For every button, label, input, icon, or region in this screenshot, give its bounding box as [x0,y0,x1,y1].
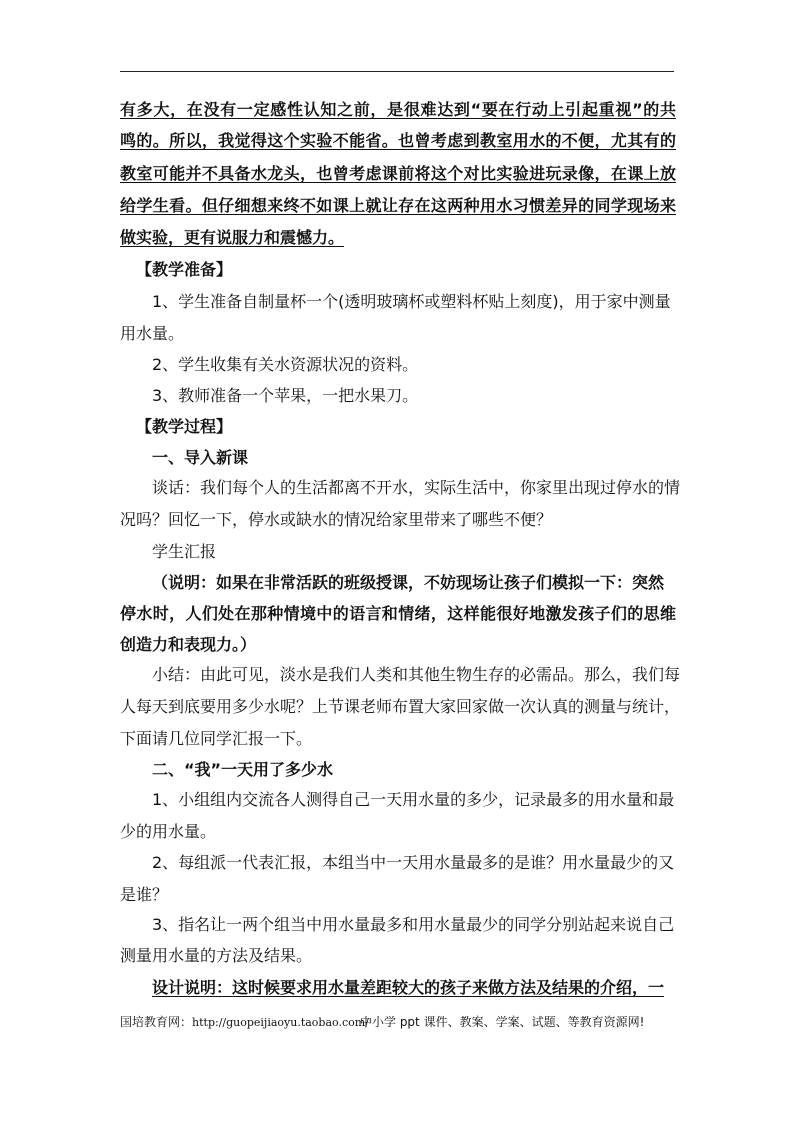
step-1-line-2: 少的用水量。 [120,822,217,841]
intro-line-5: 做实验，更有说服力和震憾力。 [120,228,345,247]
step-1-line-1: 1、小组组内交流各人测得自己一天用水量的多少，记录最多的用水量和最 [152,790,675,809]
process-heading: 【教学过程】 [136,417,233,436]
step-3-line-2: 测量用水量的方法及结果。 [120,946,313,965]
design-note: 设计说明：这时候要求用水量差距较大的孩子来做方法及结果的介绍，一 [152,978,665,997]
summary-line-2: 人每天到底要用多少水呢？上节课老师布置大家回家做一次认真的测量与统计， [120,697,681,716]
prep-item-1-line-2: 用水量。 [120,324,185,343]
talk-line-2: 况吗？回忆一下，停水或缺水的情况给家里带来了哪些不便？ [120,510,553,529]
intro-line-2: 鸣的。所以，我觉得这个实验不能省。也曾考虑到教室用水的不便，尤其有的 [120,131,676,150]
talk-line-1: 谈话：我们每个人的生活都离不开水，实际生活中，你家里出现过停水的情 [152,478,681,497]
summary-line-1: 小结：由此可见，淡水是我们人类和其他生物生存的必需品。那么，我们每 [152,665,681,684]
footer-url[interactable]: http://guopeijiaoyu.taobao.com/ [192,1016,369,1029]
intro-line-3: 教室可能并不具备水龙头，也曾考虑课前将这个对比实验进玩录像，在课上放 [120,164,676,183]
header-rule [120,71,674,72]
step-3-line-1: 3、指名让一两个组当中用水量最多和用水量最少的同学分别站起来说自己 [152,915,675,934]
part-1-title: 一、导入新课 [152,448,249,467]
part-2-title: 二、“我”一天用了多少水 [152,760,334,779]
student-report: 学生汇报 [152,542,217,561]
page-footer [120,1014,680,1031]
summary-line-3: 下面请几位同学汇报一下。 [120,729,313,748]
note-line-3: 创造力和表现力。） [120,635,257,654]
intro-line-1: 有多大，在没有一定感性认知之前，是很难达到“要在行动上引起重视”的共 [120,100,676,119]
footer-slogan: 中小学 ppt 课件、教案、学案、试题、等教育资源网! [360,1015,645,1029]
prep-heading: 【教学准备】 [136,260,233,279]
note-line-1: （说明：如果在非常活跃的班级授课，不妨现场让孩子们模拟一下：突然 [152,573,665,592]
footer-site-label: 国培教育网： [120,1015,193,1029]
prep-item-2: 2、学生收集有关水资源状况的资料。 [152,355,419,374]
step-2-line-1: 2、每组派一代表汇报，本组当中一天用水量最多的是谁？用水量最少的又 [152,853,675,872]
prep-item-3: 3、教师准备一个苹果，一把水果刀。 [152,386,419,405]
step-2-line-2: 是谁？ [120,885,169,904]
prep-item-1-line-1: 1、学生准备自制量杯一个(透明玻璃杯或塑料杯贴上刻度)，用于家中测量 [152,292,671,311]
note-line-2: 停水时，人们处在那种情境中的语言和情绪，这样能很好地激发孩子们的思维 [120,604,676,623]
intro-line-4: 给学生看。但仔细想来终不如课上就让存在这两种用水习惯差异的同学现场来 [120,196,676,215]
